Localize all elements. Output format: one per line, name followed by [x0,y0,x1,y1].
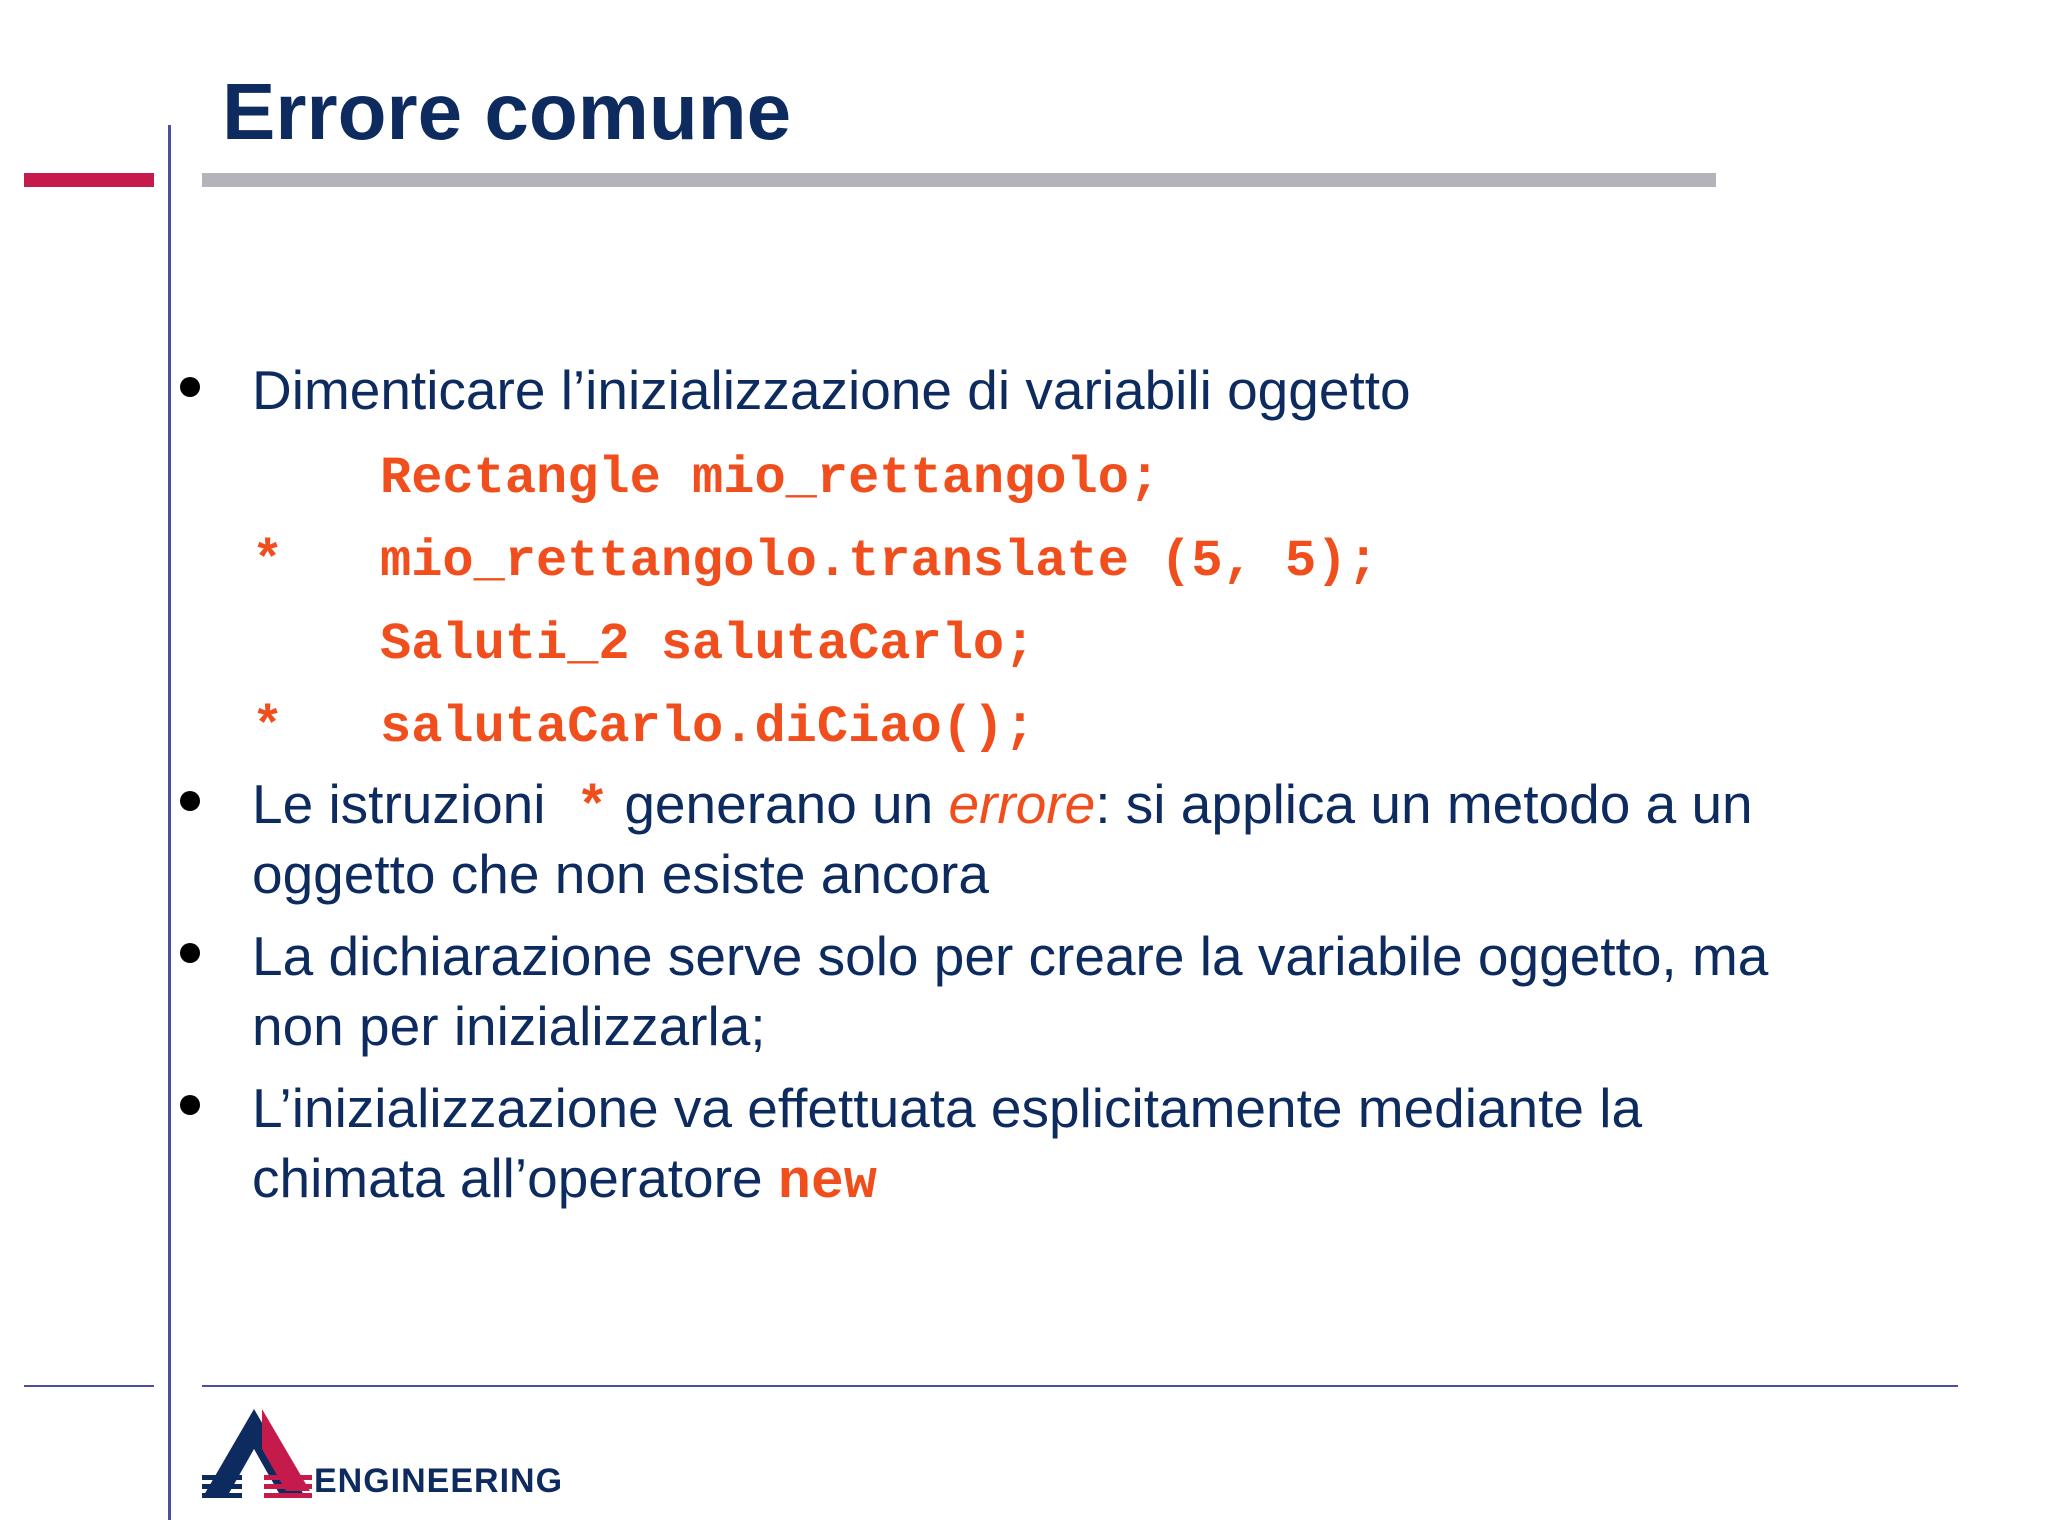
bullet-1-text: Dimenticare l’inizializzazione di variabili oggetto [252,359,1411,421]
code-line-4: salutaCarlo.diCiao(); [380,698,1036,757]
bullet-3-line-1: La dichiarazione serve solo per creare la variabile oggetto, ma [252,925,1769,987]
bullet-3-line-2: non per inizializzarla; [252,995,766,1057]
bullet-4-line-2 [252,1145,877,1216]
bullet-dot [180,377,200,397]
title-accent-bar [24,173,154,187]
code-line-3: Saluti_2 salutaCarlo; [380,615,1036,674]
bullet-4-line-1: L’inizializzazione va effettuata esplicitamente mediante la [252,1077,1643,1139]
bullet-dot [180,943,200,963]
code-marker-2: * [252,532,284,591]
bullet-dot [180,791,200,811]
bullet-2-code: * [576,777,610,840]
logo-text: ENGINEERING [314,1462,564,1500]
bullet-2-prefix: Le istruzioni [252,773,546,835]
bullet-2-suffix: : si applica un metodo a un [1095,773,1753,835]
footer-rule [202,1385,1958,1387]
bullet-4-code: new [777,1151,877,1214]
bullet-dot [180,1095,200,1115]
footer-rule-left [24,1385,154,1387]
left-vertical-rule [168,125,171,1520]
code-line-2: mio_rettangolo.translate (5, 5); [380,532,1379,591]
bullet-2-line-2: oggetto che non esiste ancora [252,843,989,905]
bullet-2-emphasis: errore [948,773,1096,835]
bullet-2-line-1 [252,771,1753,842]
bullet-2-middle: generano un [624,773,934,835]
code-marker-4: * [252,698,284,757]
bullet-4-prefix: chimata all’operatore [252,1147,763,1209]
title-underline [202,173,1716,187]
code-line-1: Rectangle mio_rettangolo; [380,449,1161,508]
slide-title: Errore comune [222,67,792,156]
